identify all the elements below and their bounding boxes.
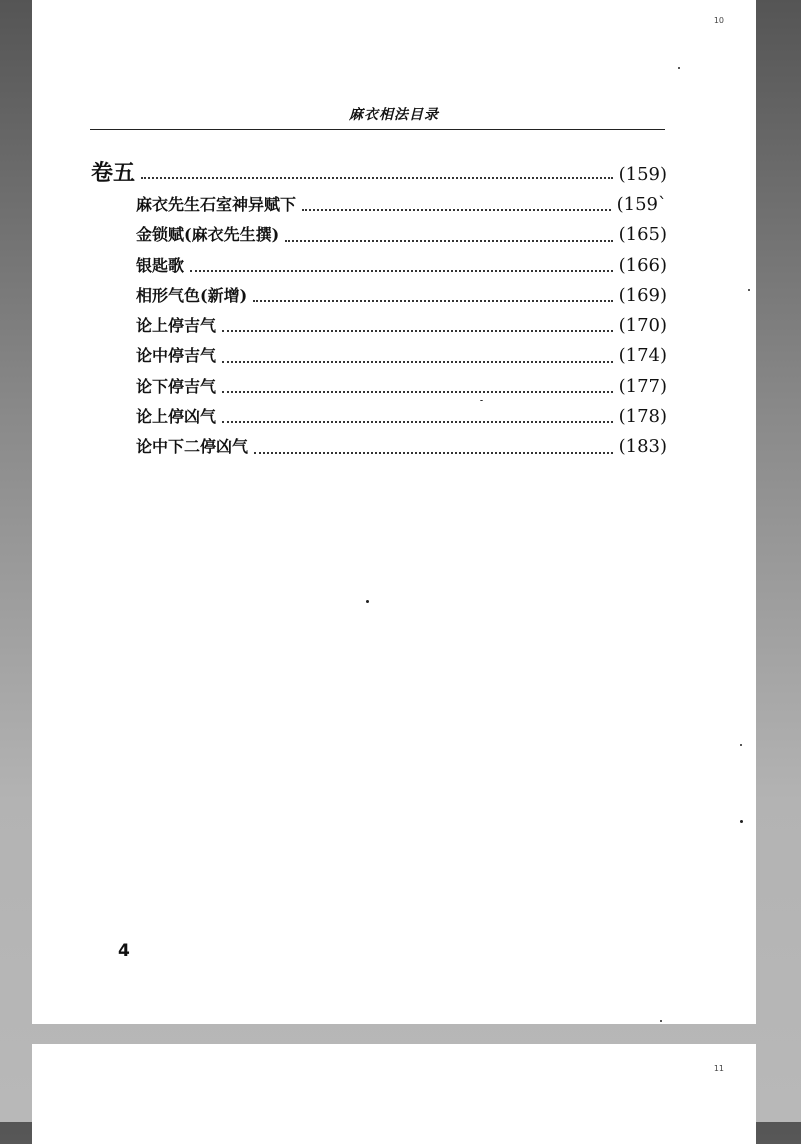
toc-title: 麻衣先生石室神异赋下	[136, 195, 297, 214]
running-head: 麻衣相法目录	[349, 107, 439, 123]
scan-speck	[678, 67, 680, 69]
scan-speck	[748, 289, 750, 291]
toc-page-ref: (165)	[618, 224, 667, 246]
scan-speck	[366, 600, 369, 603]
toc-entry[interactable]	[91, 220, 667, 250]
dot-leader	[141, 177, 613, 179]
toc-title: 金锁赋(麻衣先生撰)	[136, 225, 280, 245]
table-of-contents	[91, 156, 667, 463]
toc-entry[interactable]	[91, 311, 667, 341]
dot-leader	[254, 452, 613, 454]
toc-page-ref: (159`	[616, 194, 667, 215]
scan-speck	[660, 1020, 662, 1022]
toc-entry[interactable]	[91, 251, 667, 281]
toc-title: 相形气色(新增)	[136, 285, 248, 305]
toc-volume-heading[interactable]	[91, 156, 667, 190]
document-page	[32, 1044, 756, 1144]
dot-leader	[222, 330, 613, 332]
scan-speck	[740, 820, 743, 823]
toc-page-ref: (166)	[618, 254, 667, 276]
toc-entry[interactable]	[91, 281, 667, 311]
toc-page-ref: (177)	[618, 375, 667, 397]
document-page	[32, 0, 756, 1024]
toc-page-ref: (169)	[618, 284, 667, 306]
page-index-label: 10	[713, 16, 724, 25]
dot-leader	[222, 391, 613, 393]
toc-title: 论上停吉气	[136, 316, 217, 336]
dot-leader	[222, 361, 613, 363]
toc-entry[interactable]	[91, 341, 667, 371]
toc-page-ref: (174)	[618, 345, 667, 367]
header-rule	[90, 129, 665, 130]
dot-leader	[222, 421, 613, 423]
dot-leader	[302, 209, 611, 211]
toc-page-ref: (159)	[618, 164, 667, 185]
toc-entry[interactable]	[91, 402, 667, 432]
toc-title: 论中下二停凶气	[136, 437, 249, 457]
toc-entry[interactable]	[91, 190, 667, 220]
toc-page-ref: (183)	[618, 436, 667, 458]
scan-speck	[480, 400, 483, 401]
toc-title: 卷五	[91, 160, 136, 186]
toc-page-ref: (170)	[618, 315, 667, 337]
page-number: 4	[118, 941, 130, 961]
toc-entry[interactable]	[91, 432, 667, 462]
dot-leader	[190, 270, 613, 272]
toc-title: 论下停吉气	[136, 376, 217, 396]
scan-speck	[740, 744, 742, 746]
toc-page-ref: (178)	[618, 406, 667, 428]
toc-entry[interactable]	[91, 372, 667, 402]
toc-title: 论上停凶气	[136, 407, 217, 427]
toc-title: 论中停吉气	[136, 346, 217, 366]
dot-leader	[285, 240, 612, 242]
toc-title: 银匙歌	[136, 255, 185, 275]
dot-leader	[253, 300, 612, 302]
page-index-label: 11	[713, 1064, 724, 1073]
